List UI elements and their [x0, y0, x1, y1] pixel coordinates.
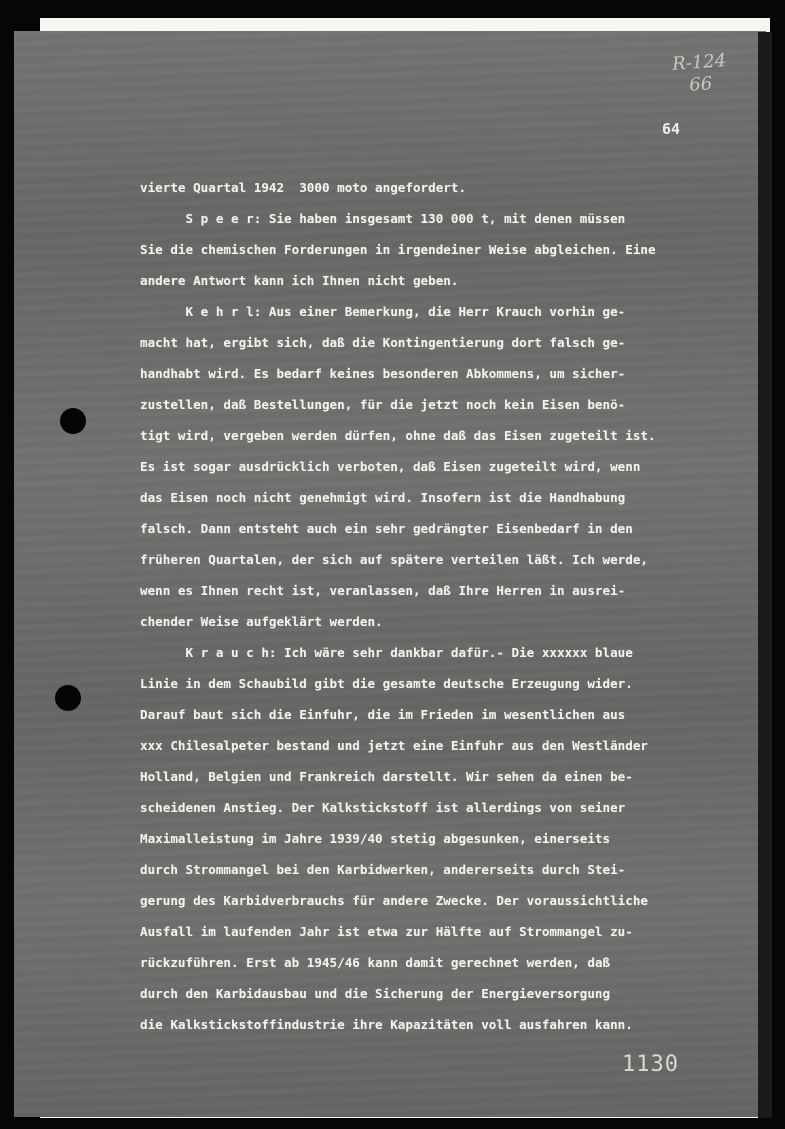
text-line: chender Weise aufgeklärt werden.: [140, 614, 383, 629]
text-line: macht hat, ergibt sich, daß die Kontingentierung dort falsch ge-: [140, 335, 626, 350]
text-line: zustellen, daß Bestellungen, für die jetzt noch kein Eisen benö-: [140, 397, 626, 412]
text-line: xxx Chilesalpeter bestand und jetzt eine Einfuhr aus den Westländer: [140, 738, 648, 753]
text-line: tigt wird, vergeben werden dürfen, ohne daß das Eisen zugeteilt ist.: [140, 428, 656, 443]
text-line: Sie die chemischen Forderungen in irgendeiner Weise abgleichen. Eine: [140, 242, 656, 257]
text-line: scheidenen Anstieg. Der Kalkstickstoff ist allerdings von seiner: [140, 800, 626, 815]
text-line: Linie in dem Schaubild gibt die gesamte deutsche Erzeugung wider.: [140, 676, 633, 691]
text-line: K r a u c h: Ich wäre sehr dankbar dafür.- Die xxxxxx blaue: [140, 645, 633, 660]
text-line: K e h r l: Aus einer Bemerkung, die Herr Krauch vorhin ge-: [140, 304, 626, 319]
text-line: durch den Karbidausbau und die Sicherung der Energieversorgung: [140, 986, 611, 1001]
text-line: Maximalleistung im Jahre 1939/40 stetig abgesunken, einerseits: [140, 831, 611, 846]
text-line: S p e e r: Sie haben insgesamt 130 000 t, mit denen müssen: [140, 211, 626, 226]
text-line: Ausfall im laufenden Jahr ist etwa zur Hälfte auf Strommangel zu-: [140, 924, 633, 939]
text-line: handhabt wird. Es bedarf keines besonderen Abkommens, um sicher-: [140, 366, 626, 381]
archive-sheet-number: 66: [688, 73, 713, 96]
text-line: falsch. Dann entsteht auch ein sehr gedrängter Eisenbedarf in den: [140, 521, 633, 536]
text-line: Darauf baut sich die Einfuhr, die im Frieden im wesentlichen aus: [140, 707, 626, 722]
text-line: rückzuführen. Erst ab 1945/46 kann damit gerechnet werden, daß: [140, 955, 611, 970]
text-line: Holland, Belgien und Frankreich darstellt. Wir sehen da einen be-: [140, 769, 633, 784]
punch-hole-lower: [55, 685, 81, 711]
text-line: früheren Quartalen, der sich auf spätere verteilen läßt. Ich werde,: [140, 552, 648, 567]
text-line: gerung des Karbidverbrauchs für andere Zwecke. Der voraussichtliche: [140, 893, 648, 908]
typed-transcript: [140, 172, 770, 1040]
archive-code: R-124: [671, 50, 727, 75]
page-number: 64: [662, 120, 681, 138]
text-line: Es ist sogar ausdrücklich verboten, daß Eisen zugeteilt wird, wenn: [140, 459, 641, 474]
text-line: das Eisen noch nicht genehmigt wird. Insofern ist die Handhabung: [140, 490, 626, 505]
text-line: wenn es Ihnen recht ist, veranlassen, daß Ihre Herren in ausrei-: [140, 583, 626, 598]
text-line: andere Antwort kann ich Ihnen nicht geben.: [140, 273, 459, 288]
folio-stamp-number: 1130: [622, 1052, 679, 1077]
punch-hole-upper: [60, 408, 86, 434]
text-line: die Kalkstickstoffindustrie ihre Kapazitäten voll ausfahren kann.: [140, 1017, 633, 1032]
text-line: vierte Quartal 1942 3000 moto angefordert.: [140, 180, 467, 195]
text-line: durch Strommangel bei den Karbidwerken, andererseits durch Stei-: [140, 862, 626, 877]
archive-annotation: [669, 50, 732, 98]
